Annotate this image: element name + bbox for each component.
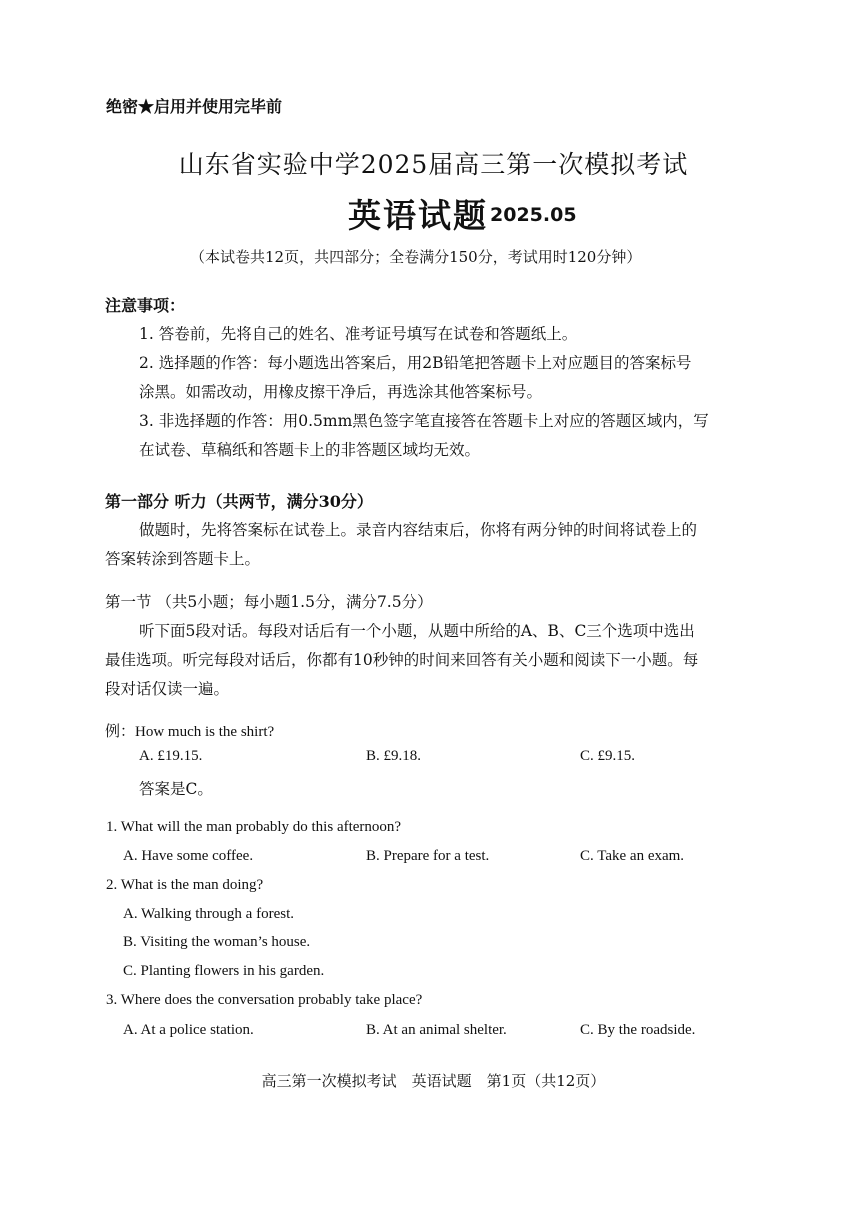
question-3-option-a: A. At a police station. [123,1022,254,1038]
question-1-option-b: B. Prepare for a test. [366,848,490,864]
exam-info: （本试卷共12页，共四部分；全卷满分150分，考试用时120分钟） [190,248,642,266]
section1-line: 听下面5段对话。每段对话后有一个小题，从题中所给的A、B、C三个选项中选出 [139,622,695,640]
question-2-option-c: C. Planting flowers in his garden. [123,963,325,979]
example-question: 例：How much is the shirt? [105,724,275,740]
example-option-c: C. £9.15. [580,748,636,764]
subject-title: 英语试题 [348,196,488,235]
section1-line: 最佳选项。听完每段对话后，你都有10秒钟的时间来回答有关小题和阅读下一小题。每 [105,651,699,669]
exam-date: 2025.05 [490,204,577,226]
example-option-b: B. £9.18. [366,748,422,764]
example-answer: 答案是C。 [139,780,213,798]
part1-title: 第一部分 听力（共两节，满分30分） [105,492,373,511]
notice-line: 1. 答卷前，先将自己的姓名、准考证号填写在试卷和答题纸上。 [139,325,578,343]
question-1-option-c: C. Take an exam. [580,848,685,864]
question-2-option-b: B. Visiting the woman’s house. [123,934,311,950]
question-3-option-c: C. By the roadside. [580,1022,696,1038]
question-2-option-a: A. Walking through a forest. [123,906,294,922]
question-3-option-b: B. At an animal shelter. [366,1022,507,1038]
part1-intro-line: 做题时，先将答案标在试卷上。录音内容结束后，你将有两分钟的时间将试卷上的 [139,521,698,539]
question-1-stem: 1. What will the man probably do this afternoon? [106,819,402,835]
page-footer: 高三第一次模拟考试 英语试题 第1页（共12页） [261,1072,606,1090]
secret-label: 绝密★启用并使用完毕前 [106,97,283,116]
notice-line: 2. 选择题的作答：每小题选出答案后，用2B铅笔把答题卡上对应题目的答案标号 [139,354,692,372]
question-3-stem: 3. Where does the conversation probably take place? [106,992,423,1008]
section1-line: 段对话仅读一遍。 [105,680,230,698]
notice-title: 注意事项： [105,296,186,315]
notice-line: 3. 非选择题的作答：用0.5mm黑色签字笔直接答在答题卡上对应的答题区域内，写 [139,412,709,430]
school-title: 山东省实验中学2025届高三第一次模拟考试 [178,150,689,179]
notice-line: 涂黑。如需改动，用橡皮擦干净后，再选涂其他答案标号。 [139,383,543,401]
question-2-stem: 2. What is the man doing? [106,877,264,893]
section1-title: 第一节 （共5小题；每小题1.5分，满分7.5分） [105,593,433,611]
part1-intro-line: 答案转涂到答题卡上。 [105,550,261,568]
example-option-a: A. £19.15. [139,748,203,764]
notice-line: 在试卷、草稿纸和答题卡上的非答题区域均无效。 [139,441,481,459]
question-1-option-a: A. Have some coffee. [123,848,254,864]
